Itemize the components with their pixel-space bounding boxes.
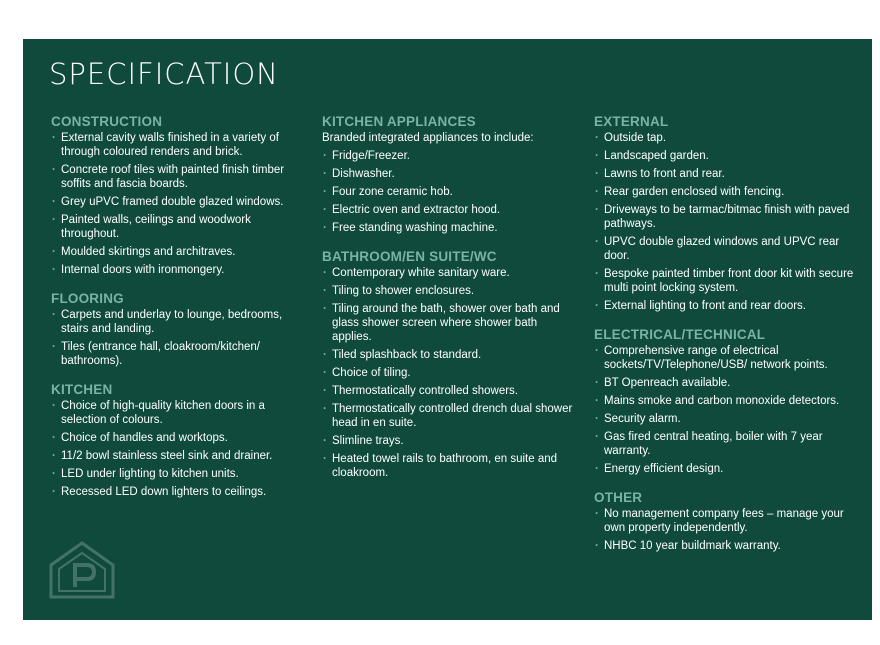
spec-list xyxy=(322,266,580,480)
spec-column-1 xyxy=(51,114,306,513)
spec-item: · Contemporary white sanitary ware. xyxy=(322,266,580,280)
section-heading: BATHROOM/EN SUITE/WC xyxy=(322,249,497,264)
section-heading: KITCHEN xyxy=(51,382,113,397)
section-heading: KITCHEN APPLIANCES xyxy=(322,114,476,129)
spec-item: · Moulded skirtings and architraves. xyxy=(51,245,306,259)
spec-item: · Driveways to be tarmac/bitmac finish with paved pathways. xyxy=(594,203,856,231)
section-construction xyxy=(51,114,306,277)
spec-item: · Thermostatically controlled showers. xyxy=(322,384,580,398)
section-flooring xyxy=(51,291,306,368)
spec-item: · Comprehensive range of electrical sockets/TV/Telephone/USB/ network points. xyxy=(594,344,856,372)
section-intro: Branded integrated appliances to include: xyxy=(322,132,534,144)
section-other xyxy=(594,490,856,553)
spec-item: · Landscaped garden. xyxy=(594,149,856,163)
section-heading: FLOORING xyxy=(51,291,124,306)
spec-list xyxy=(322,149,580,235)
spec-item: · Choice of handles and worktops. xyxy=(51,431,306,445)
spec-item: · Tiled splashback to standard. xyxy=(322,348,580,362)
spec-item: · External lighting to front and rear doors. xyxy=(594,299,856,313)
spec-list xyxy=(51,131,306,277)
spec-item: · UPVC double glazed windows and UPVC rear door. xyxy=(594,235,856,263)
spec-item: · Lawns to front and rear. xyxy=(594,167,856,181)
section-heading: EXTERNAL xyxy=(594,114,669,129)
spec-item: · Fridge/Freezer. xyxy=(322,149,580,163)
spec-item: · Concrete roof tiles with painted finish timber soffits and fascia boards. xyxy=(51,163,306,191)
spec-list xyxy=(51,308,306,368)
spec-item: · No management company fees – manage your own property independently. xyxy=(594,507,856,535)
spec-item: · Tiling around the bath, shower over bath and glass shower screen where shower bath applies. xyxy=(322,302,580,344)
page-title: SPECIFICATION xyxy=(49,57,279,91)
specification-panel xyxy=(23,39,872,620)
spec-list xyxy=(51,399,306,499)
spec-item: · LED under lighting to kitchen units. xyxy=(51,467,306,481)
spec-item: · Free standing washing machine. xyxy=(322,221,580,235)
section-kitchen-appliances xyxy=(322,114,580,235)
spec-column-3 xyxy=(594,114,856,567)
spec-item: · Recessed LED down lighters to ceilings. xyxy=(51,485,306,499)
spec-item: · BT Openreach available. xyxy=(594,376,856,390)
spec-item: · Thermostatically controlled drench dual shower head in en suite. xyxy=(322,402,580,430)
spec-column-2 xyxy=(322,114,580,494)
spec-item: · Rear garden enclosed with fencing. xyxy=(594,185,856,199)
spec-item: · Outside tap. xyxy=(594,131,856,145)
section-external xyxy=(594,114,856,313)
section-kitchen xyxy=(51,382,306,499)
section-heading: OTHER xyxy=(594,490,643,505)
section-heading: ELECTRICAL/TECHNICAL xyxy=(594,327,766,342)
spec-item: · Energy efficient design. xyxy=(594,462,856,476)
section-electrical-technical xyxy=(594,327,856,476)
spec-item: · Choice of tiling. xyxy=(322,366,580,380)
spec-item: · Carpets and underlay to lounge, bedrooms, stairs and landing. xyxy=(51,308,306,336)
section-bathroom-en-suite-wc xyxy=(322,249,580,480)
spec-item: · Slimline trays. xyxy=(322,434,580,448)
spec-item: · Dishwasher. xyxy=(322,167,580,181)
spec-item: · Heated towel rails to bathroom, en suite and cloakroom. xyxy=(322,452,580,480)
spec-item: · Tiles (entrance hall, cloakroom/kitchen/ bathrooms). xyxy=(51,340,306,368)
spec-item: · Mains smoke and carbon monoxide detectors. xyxy=(594,394,856,408)
section-heading: CONSTRUCTION xyxy=(51,114,163,129)
spec-item: · Grey uPVC framed double glazed windows. xyxy=(51,195,306,209)
spec-item: · 11/2 bowl stainless steel sink and drainer. xyxy=(51,449,306,463)
spec-list xyxy=(594,507,856,553)
spec-item: · Choice of high-quality kitchen doors in a selection of colours. xyxy=(51,399,306,427)
spec-list xyxy=(594,344,856,476)
house-p-logo-icon xyxy=(47,539,117,601)
spec-item: · Bespoke painted timber front door kit with secure multi point locking system. xyxy=(594,267,856,295)
spec-item: · Tiling to shower enclosures. xyxy=(322,284,580,298)
spec-list xyxy=(594,131,856,313)
spec-item: · Internal doors with ironmongery. xyxy=(51,263,306,277)
spec-item: · NHBC 10 year buildmark warranty. xyxy=(594,539,856,553)
spec-item: · Security alarm. xyxy=(594,412,856,426)
spec-item: · External cavity walls finished in a variety of through coloured renders and brick. xyxy=(51,131,306,159)
spec-item: · Gas fired central heating, boiler with 7 year warranty. xyxy=(594,430,856,458)
spec-item: · Four zone ceramic hob. xyxy=(322,185,580,199)
spec-item: · Painted walls, ceilings and woodwork throughout. xyxy=(51,213,306,241)
spec-item: · Electric oven and extractor hood. xyxy=(322,203,580,217)
